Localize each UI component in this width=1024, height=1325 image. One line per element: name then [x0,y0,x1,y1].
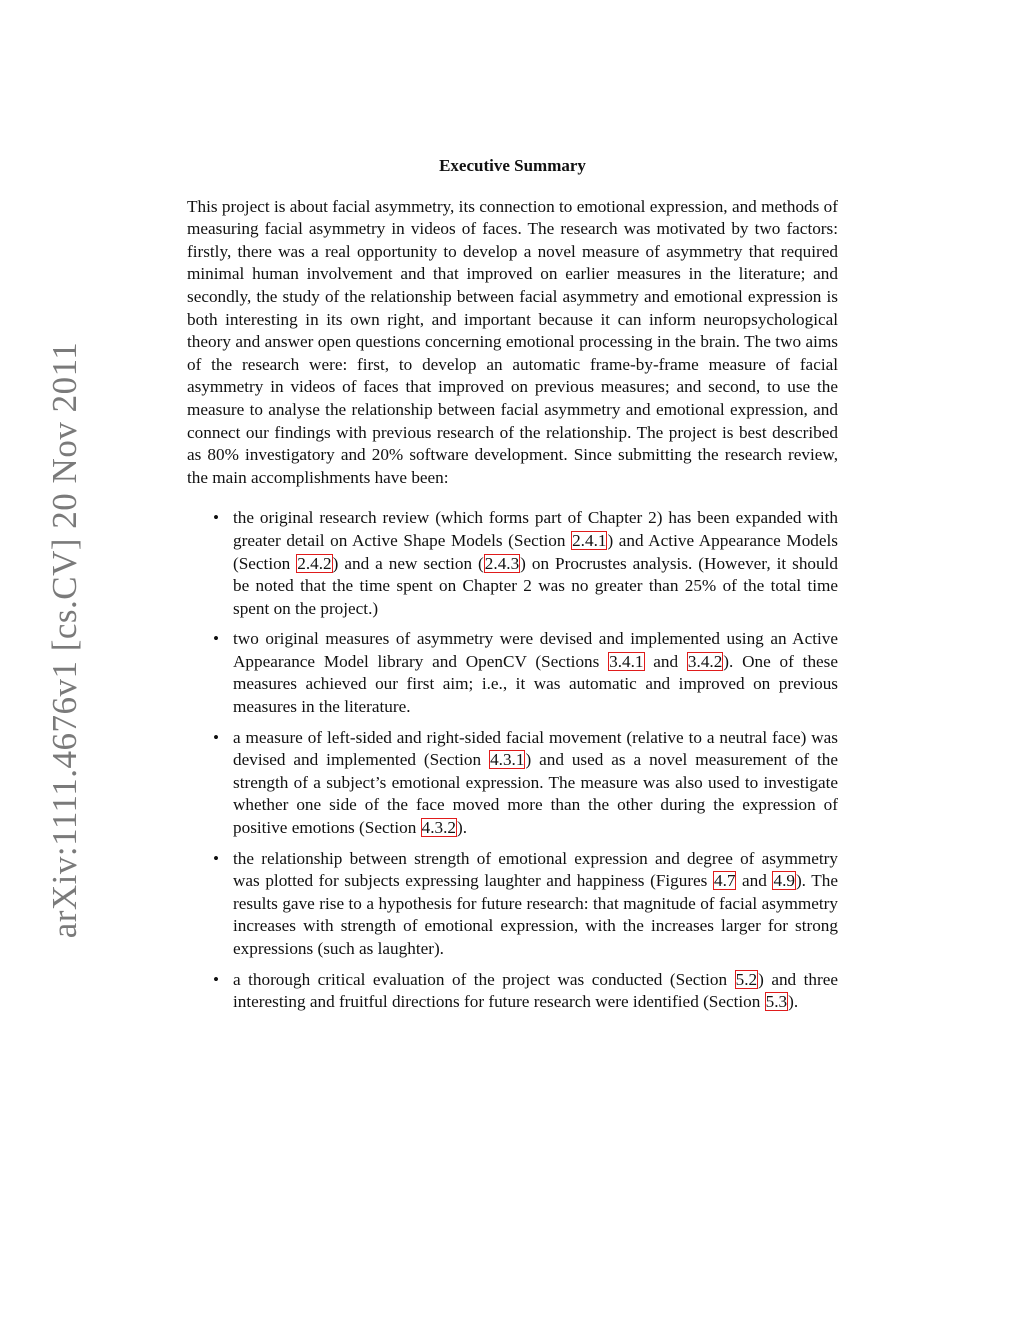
cross-reference-link[interactable]: 4.3.2 [421,818,456,838]
text-run: two original measures of asymmetry were devised and implemented using an Active Appearance Model library and OpenCV (Sections [233,629,838,671]
text-run: ). [788,992,799,1012]
cross-reference-link[interactable]: 3.4.1 [609,651,644,671]
cross-reference-link[interactable]: 2.4.3 [484,553,520,573]
section-title: Executive Summary [439,156,586,175]
intro-paragraph: This project is about facial asymmetry, its connection to emotional expression, and methods of measuring facial asymmetry in videos of faces. The research was motivated by two factors: firstly, there was a real opportunity to develop a novel measure of asymmetry that required minimal human involvement and that improved on earlier measures in the literature; and secondly, the study of the relationship between facial asymmetry and emotional expression is both interesting in its own right, and important because it can inform neuropsychological theory and answer open questions concerning emotional processing in the brain. The two aims of the research were: first, to develop an automatic frame-by-frame measure of facial asymmetry in videos of faces that improved on previous measures; and second, to use the measure to analyse the relationship between facial asymmetry and emotional expression, and connect our findings with previous research of the relationship. The project is best described as 80% investigatory and 20% software development. Since submitting the research review, the main accomplishments have been: [187,196,838,487]
text-run: ). One of these measures achieved our first aim; i.e., it was automatic and improved on previous measures in the literature. [233,651,838,717]
list-item [233,969,838,1014]
list-item [233,628,838,718]
text-run: ). The results gave rise to a hypothesis for future research: that magnitude of facial asymmetry increases with strength of emotional expression, with the increases larger for strong expressions (such as laughter). [233,871,838,958]
text-run: a thorough critical evaluation of the project was conducted (Section [233,969,735,989]
text-run: ) and used as a novel measurement of the strength of a subject’s emotional expression. The measure was also used to investigate whether one side of the face moved more than the other during the expression of positive emotions (Section [233,750,839,838]
arxiv-identifier-stamp: arXiv:1111.4676v1 [cs.CV] 20 Nov 2011 [45,341,84,939]
text-run: ) on Procrustes analysis. (However, it should be noted that the time spent on Chapter 2 was no greater than 25% of the total time spent on the project.) [233,553,838,618]
text-run: and [644,651,687,671]
accomplishments-list [187,507,838,1013]
cross-reference-link[interactable]: 4.9 [773,871,795,891]
text-run: the relationship between strength of emotional expression and degree of asymmetry was plotted for subjects expressing laughter and happiness (Figures [233,848,838,891]
list-item [233,507,838,620]
cross-reference-link[interactable]: 2.4.1 [572,530,607,550]
cross-reference-link[interactable]: 4.3.1 [490,750,525,770]
cross-reference-link[interactable]: 5.2 [735,969,758,989]
document-body [187,155,838,1022]
text-run: and [736,871,773,891]
text-run: ) and Active Appearance Models (Section [233,530,838,573]
text-run: the original research review (which forms part of Chapter 2) has been expanded with greater detail on Active Shape Models (Section [233,508,838,550]
text-run: ) and a new section ( [332,553,484,573]
list-item [233,848,838,961]
text-run: ) and three interesting and fruitful directions for future research were identified (Section [233,969,838,1012]
text-run: ). [457,818,468,838]
cross-reference-link[interactable]: 2.4.2 [297,553,332,573]
text-run: a measure of left-sided and right-sided facial movement (relative to a neutral face) was devised and implemented (Section [233,727,838,770]
list-item [233,727,838,840]
cross-reference-link[interactable]: 3.4.2 [687,651,723,671]
cross-reference-link[interactable]: 5.3 [765,992,788,1012]
cross-reference-link[interactable]: 4.7 [713,871,736,891]
